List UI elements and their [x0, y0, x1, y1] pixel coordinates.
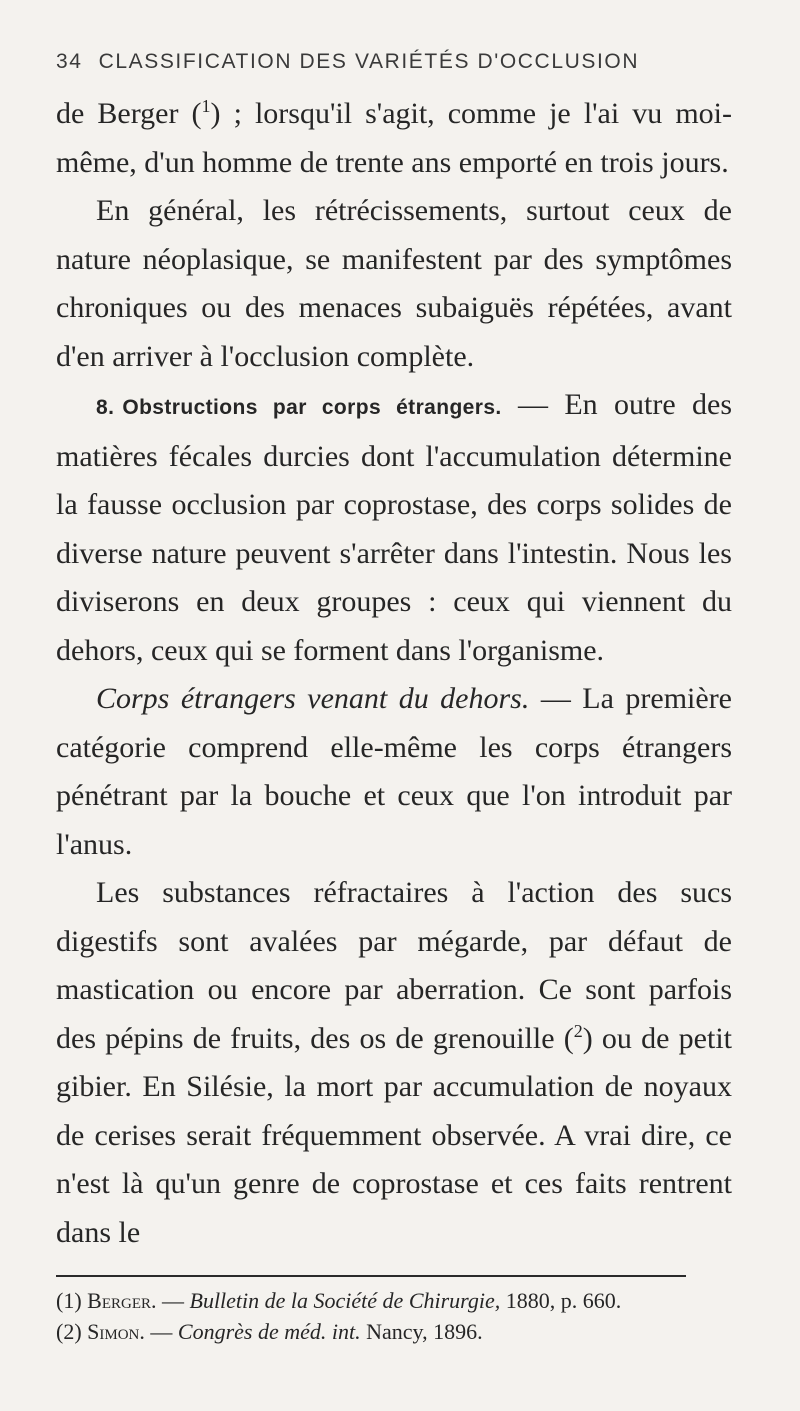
footnotes	[56, 1285, 744, 1347]
footnote-1-title: Bulletin de la Société de Chirurgie,	[189, 1288, 501, 1313]
footnote-1-mark: (1)	[56, 1288, 82, 1313]
body-text	[56, 90, 744, 1257]
paragraph-1-text-a: de Berger (	[56, 97, 202, 130]
footnote-2-dash: —	[144, 1319, 178, 1344]
footnote-2-rest: Nancy, 1896.	[360, 1319, 483, 1344]
footnote-1-author: Berger.	[87, 1288, 157, 1313]
paragraph-5	[56, 869, 732, 1257]
section-title: Obstructions par corps étrangers.	[122, 396, 502, 419]
paragraph-4-text: — La première catégorie comprend elle-même les corps étrangers pénétrant par la bouche et ceux que l'on introduit par l'anus.	[56, 682, 732, 861]
footnote-1	[56, 1285, 732, 1316]
footnote-2-author: Simon.	[87, 1319, 145, 1344]
paragraph-3-text: — En outre des matières fécales durcies dont l'accumulation détermine la fausse occlusion par coprostase, des corps solides de diverse nature peuvent s'arrêter dans l'intestin. Nous les diviserons en deux groupes : ceux qui viennent du dehors, ceux qui se forment dans l'organisme.	[56, 388, 732, 667]
page-number: 34	[56, 50, 83, 73]
paragraph-5-text-b: ) ou de petit gibier. En Silésie, la mort par accumulation de noyaux de cerises serait fréquemment observée. A vrai dire, ce n'est là qu'un genre de coprostase et ces faits rentrent dans le	[56, 1021, 732, 1249]
paragraph-1	[56, 90, 732, 187]
footnote-1-dash: —	[156, 1288, 190, 1313]
paragraph-1-text-b: ) ; lorsqu'il s'agit, comme je l'ai vu moi-même, d'un homme de trente ans emporté en trois jours.	[56, 97, 732, 179]
paragraph-4	[56, 675, 732, 869]
footnote-2-title: Congrès de méd. int.	[177, 1319, 361, 1344]
paragraph-2: En général, les rétrécissements, surtout ceux de nature néoplasique, se manifestent par des symptômes chroniques ou des menaces subaiguës répétées, avant d'en arriver à l'occlusion complète.	[56, 194, 732, 373]
footnote-divider	[56, 1275, 686, 1277]
subsection-title: Corps étrangers venant du dehors.	[96, 682, 530, 715]
footnote-ref-1: 1	[201, 96, 211, 116]
paragraph-5-text-a: Les substances réfractaires à l'action des sucs digestifs sont avalées par mégarde, par défaut de mastication ou encore par aberration. Ce sont parfois des pépins de fruits, des os de grenouille (	[56, 876, 732, 1055]
section-number: 8.	[96, 396, 115, 419]
footnote-ref-2: 2	[573, 1020, 583, 1041]
running-title: CLASSIFICATION DES VARIÉTÉS D'OCCLUSION	[98, 50, 640, 73]
footnote-2-mark: (2)	[56, 1319, 82, 1344]
footnote-2	[56, 1316, 732, 1347]
footnote-1-rest: 1880, p. 660.	[500, 1288, 622, 1313]
running-head	[56, 50, 744, 90]
paragraph-3	[56, 381, 732, 675]
